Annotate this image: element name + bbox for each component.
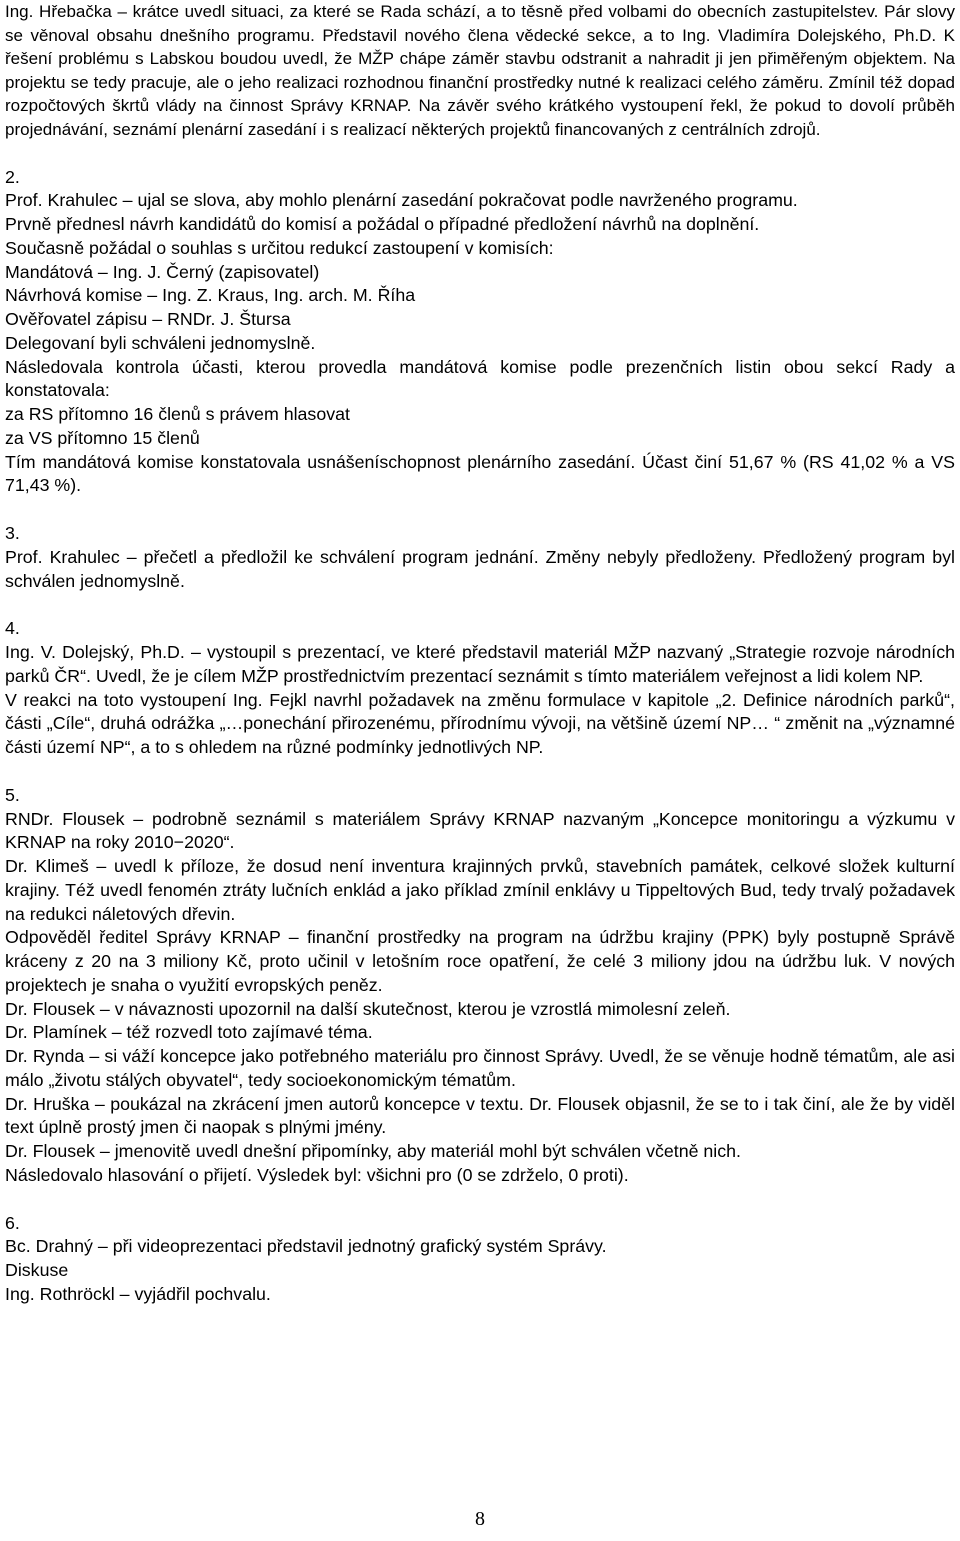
s5-paragraph-3: Odpověděl ředitel Správy KRNAP – finanční prostředky na program na údržbu krajiny (PPK) byly postupně Správě kráceny z 20 na 3 miliony Kč, proto učinil v letošním roce opatření, že celé 3 miliony jdou na údržbu luk. V nových projektech je snaha o využití evropských peněz. <box>5 927 955 995</box>
section-5-number: 5. <box>5 784 20 805</box>
s5-paragraph-2: Dr. Klimeš – uvedl k příloze, že dosud není inventura krajinných prvků, stavebních památek, celkové složek kulturní krajiny. Též uvedl fenomén ztráty lučních enklád a jako příklad zmínil enklávy u Tippeltových Bud, tedy trvalý požadavek na redukci náletových dřevin. <box>5 856 955 924</box>
s2-line-6: Ověřovatel zápisu – RNDr. J. Štursa <box>5 309 291 330</box>
s2-line-4: Mandátová – Ing. J. Černý (zapisovatel) <box>5 261 320 282</box>
section-6 <box>5 1212 955 1307</box>
section-2 <box>5 166 955 499</box>
s2-kontrola-paragraph: Následovala kontrola účasti, kterou provedla mandátová komise podle prezenčních listin obou sekcí Rady a konstatovala: <box>5 356 955 401</box>
s2-conclusion-paragraph: Tím mandátová komise konstatovala usnášeníschopnost plenárního zasedání. Účast činí 51,67 % (RS 41,02 % a VS 71,43 %). <box>5 451 955 496</box>
s5-paragraph-7: Dr. Hruška – poukázal na zkrácení jmen autorů koncepce v textu. Dr. Flousek objasnil, že se to i tak činí, ale že by viděl text úplně prostý jmen či naopak s plnými jmény. <box>5 1093 955 1138</box>
section-3-number: 3. <box>5 523 20 544</box>
document-page <box>5 0 955 1307</box>
page-number: 8 <box>475 1508 485 1530</box>
section-6-number: 6. <box>5 1212 20 1233</box>
s2-line-2: Prvně přednesl návrh kandidátů do komisí a požádal o případné předložení návrhů na doplnění. <box>5 214 760 235</box>
s2-rs-attendance: za RS přítomno 16 členů s právem hlasovat <box>5 404 350 425</box>
section-5 <box>5 784 955 1188</box>
s2-vs-attendance: za VS přítomno 15 členů <box>5 427 200 448</box>
s5-paragraph-4: Dr. Flousek – v návaznosti upozornil na další skutečnost, kterou je vzrostlá mimolesní zeleň. <box>5 998 731 1019</box>
s6-line-2: Diskuse <box>5 1260 69 1281</box>
s2-line-3: Současně požádal o souhlas s určitou redukcí zastoupení v komisích: <box>5 237 554 258</box>
section-2-number: 2. <box>5 166 20 187</box>
s3-paragraph: Prof. Krahulec – přečetl a předložil ke schválení program jednání. Změny nebyly předloženy. Předložený program byl schválen jednomyslně. <box>5 546 955 591</box>
section-3 <box>5 522 955 593</box>
s5-paragraph-1: RNDr. Flousek – podrobně seznámil s materiálem Správy KRNAP nazvaným „Koncepce monitoringu a výzkumu v KRNAP na roky 2010−2020“. <box>5 808 955 853</box>
section-4 <box>5 617 955 760</box>
s4-paragraph-2: V reakci na toto vystoupení Ing. Fejkl navrhl požadavek na změnu formulace v kapitole „2. Definice národních parků“, části „Cíle“, druhá odrážka „…ponechání přirozenému, přírodnímu vývoji, na většině území NP… “ změnit na „významné části území NP“, a to s ohledem na různé podmínky jednotlivých NP. <box>5 689 955 758</box>
s5-paragraph-5: Dr. Plamínek – též rozvedl toto zajímavé téma. <box>5 1022 373 1043</box>
section-4-number: 4. <box>5 618 20 639</box>
s2-line-5: Návrhová komise – Ing. Z. Kraus, Ing. arch. M. Říha <box>5 285 416 306</box>
intro-section <box>5 0 955 142</box>
s2-line-1: Prof. Krahulec – ujal se slova, aby mohlo plenární zasedání pokračovat podle navrženého programu. <box>5 190 798 211</box>
s5-paragraph-6: Dr. Rynda – si váží koncepce jako potřebného materiálu pro činnost Správy. Uvedl, že se věnuje hodně tématům, ale asi málo „životu stálých obyvatel“, tedy socioekonomickým tématům. <box>5 1046 955 1090</box>
s5-paragraph-9: Následovalo hlasování o přijetí. Výsledek byl: všichni pro (0 se zdrželo, 0 proti). <box>5 1164 629 1185</box>
s6-line-1: Bc. Drahný – při videoprezentaci představil jednotný grafický systém Správy. <box>5 1236 607 1257</box>
intro-paragraph: Ing. Hřebačka – krátce uvedl situaci, za které se Rada schází, a to těsně před volbami do obecních zastupitelstev. Pár slovy se věnoval obsahu dnešního programu. Představil nového člena vědecké sekce, a to Ing. Vladimíra Dolejského, Ph.D. K řešení problému s Labskou boudou uvedl, že MŽP chápe záměr stavbu odstranit a nahradit ji jen přiměřeným objektem. Na projektu se tedy pracuje, ale o jeho realizaci rozhodnou finanční prostředky nutné k realizaci celého záměru. Zmínil též dopad rozpočtových škrtů vlády na činnost Správy KRNAP. Na závěr svého krátkého vystoupení řekl, že pokud to dovolí průběh projednávání, seznámí plenární zasedání i s realizací některých projektů financovaných z centrálních zdrojů. <box>5 2 955 139</box>
s4-paragraph-1: Ing. V. Dolejský, Ph.D. – vystoupil s prezentací, ve které představil materiál MŽP nazvaný „Strategie rozvoje národních parků ČR“. Uvedl, že je cílem MŽP prostřednictvím prezentací seznámit s tímto materiálem veřejnost a lidi kolem NP. <box>5 642 955 686</box>
s2-line-7: Delegovaní byli schváleni jednomyslně. <box>5 332 316 353</box>
s6-line-3: Ing. Rothröckl – vyjádřil pochvalu. <box>5 1283 271 1304</box>
s5-paragraph-8: Dr. Flousek – jmenovitě uvedl dnešní připomínky, aby materiál mohl být schválen včetně nich. <box>5 1141 741 1162</box>
